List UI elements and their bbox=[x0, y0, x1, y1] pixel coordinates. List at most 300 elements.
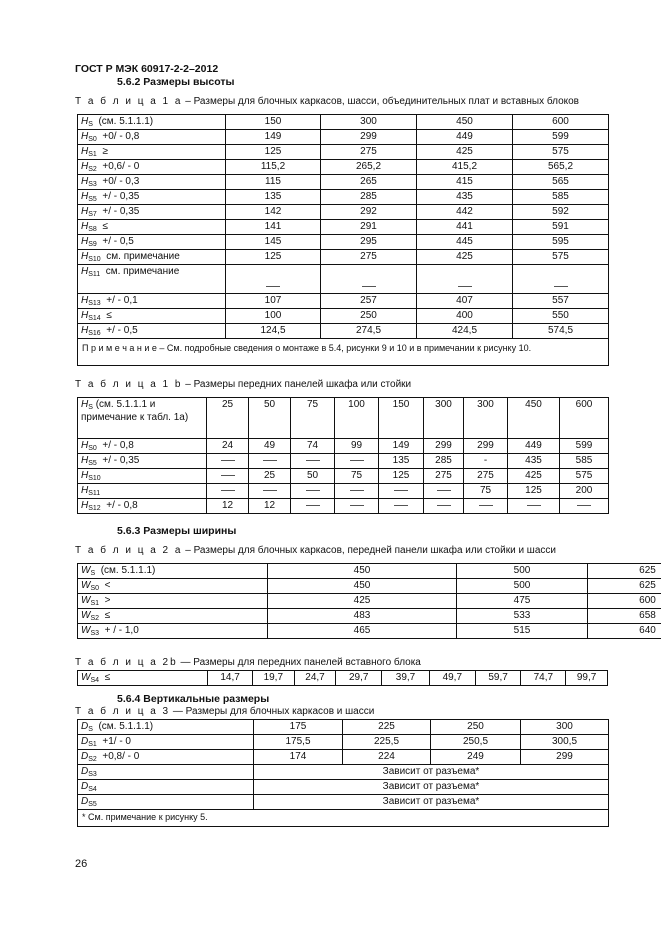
dash-mark bbox=[350, 460, 364, 461]
symbol-subscript: S2 bbox=[88, 756, 97, 763]
value-cell bbox=[379, 499, 424, 514]
table-row bbox=[78, 398, 609, 439]
value-cell: 75 bbox=[464, 484, 508, 499]
value-cell: 250 bbox=[321, 309, 417, 324]
table-row bbox=[78, 765, 609, 780]
column-header: 75 bbox=[291, 398, 335, 439]
value-cell: 275 bbox=[424, 469, 464, 484]
value-cell: 600 bbox=[588, 594, 661, 609]
value-cell: 200 bbox=[560, 484, 609, 499]
symbol: H bbox=[81, 206, 89, 217]
table-row bbox=[78, 780, 609, 795]
value-cell: 415 bbox=[417, 175, 513, 190]
symbol-subscript: S0 bbox=[88, 136, 97, 143]
row-label bbox=[78, 145, 226, 160]
table-row bbox=[78, 294, 609, 309]
table-row bbox=[78, 469, 609, 484]
value-cell bbox=[417, 265, 513, 294]
parameter-tolerance: ≤ bbox=[102, 221, 108, 232]
value-cell: 275 bbox=[321, 145, 417, 160]
parameter-tolerance: +1/ - 0 bbox=[102, 736, 131, 747]
value-cell: 24 bbox=[207, 439, 249, 454]
row-label bbox=[78, 484, 207, 499]
table-2a-title: – Размеры для блочных каркасов, передней панели шкафа или стойки и шасси bbox=[182, 545, 556, 556]
row-label bbox=[78, 469, 207, 484]
value-cell: 575 bbox=[513, 250, 609, 265]
value-cell: 591 bbox=[513, 220, 609, 235]
table-row bbox=[78, 564, 661, 579]
table-2a-caption bbox=[75, 545, 556, 556]
parameter-tolerance: +/ - 0,8 bbox=[106, 500, 138, 511]
parameter-tolerance: +/ - 0,8 bbox=[102, 440, 134, 451]
dash-mark bbox=[263, 460, 277, 461]
table-row bbox=[78, 190, 609, 205]
table-row bbox=[78, 624, 661, 639]
parameter-tolerance: + / - 1,0 bbox=[104, 625, 139, 636]
value-cell: 483 bbox=[268, 609, 457, 624]
value-cell: 425 bbox=[417, 250, 513, 265]
value-cell: 299 bbox=[464, 439, 508, 454]
value-cell: 135 bbox=[226, 190, 321, 205]
parameter-tolerance: +/ - 0,5 bbox=[102, 236, 134, 247]
table-row bbox=[78, 160, 609, 175]
row-label bbox=[78, 780, 254, 795]
value-cell bbox=[249, 484, 291, 499]
value-cell: 275 bbox=[464, 469, 508, 484]
row-label bbox=[78, 235, 226, 250]
value-cell bbox=[249, 454, 291, 469]
row-label bbox=[78, 765, 254, 780]
table-row bbox=[78, 720, 609, 735]
symbol: W bbox=[81, 610, 91, 621]
value-cell: 450 bbox=[417, 115, 513, 130]
parameter-tolerance: ≤ bbox=[104, 610, 111, 621]
table-1b bbox=[77, 397, 609, 514]
dash-mark bbox=[437, 490, 451, 491]
symbol: H bbox=[81, 116, 89, 127]
value-cell: 265 bbox=[321, 175, 417, 190]
value-cell: 150 bbox=[226, 115, 321, 130]
table-1b-caption bbox=[75, 379, 411, 390]
section-title-width: 5.6.3 Размеры ширины bbox=[117, 525, 237, 537]
row-label bbox=[78, 624, 268, 639]
value-cell bbox=[560, 499, 609, 514]
table-3-title: — Размеры для блочных каркасов и шасси bbox=[170, 706, 375, 717]
table-row bbox=[78, 175, 609, 190]
row-label bbox=[78, 130, 226, 145]
table-row bbox=[78, 205, 609, 220]
row-label bbox=[78, 294, 226, 309]
symbol: H bbox=[81, 161, 89, 172]
row-label bbox=[78, 190, 226, 205]
table-3-label: Т а б л и ц а 3 bbox=[75, 706, 171, 717]
symbol-subscript: S bbox=[88, 726, 93, 733]
value-cell bbox=[508, 499, 560, 514]
table-row bbox=[78, 609, 661, 624]
value-cell: 599 bbox=[560, 439, 609, 454]
symbol: H bbox=[81, 191, 89, 202]
symbol-subscript: S1 bbox=[88, 741, 97, 748]
table-1a-title: – Размеры для блочных каркасов, шасси, объединительных плат и вставных блоков bbox=[182, 96, 579, 107]
value-cell bbox=[207, 454, 249, 469]
symbol-subscript: S2 bbox=[88, 166, 97, 173]
value-cell bbox=[291, 484, 335, 499]
value-cell: 250 bbox=[431, 720, 521, 735]
value-cell: 595 bbox=[513, 235, 609, 250]
symbol: H bbox=[81, 221, 89, 232]
dash-mark bbox=[394, 490, 408, 491]
symbol-subscript: S3 bbox=[90, 630, 100, 637]
table-row bbox=[78, 265, 609, 294]
value-cell: 107 bbox=[226, 294, 321, 309]
value-cell: 435 bbox=[508, 454, 560, 469]
symbol: W bbox=[81, 580, 91, 591]
dash-mark bbox=[577, 505, 591, 506]
table-row bbox=[78, 130, 609, 145]
row-label bbox=[78, 609, 268, 624]
value-cell bbox=[464, 499, 508, 514]
symbol: H bbox=[81, 440, 89, 451]
value-cell: 225 bbox=[343, 720, 431, 735]
value-cell bbox=[321, 265, 417, 294]
row-label bbox=[78, 205, 226, 220]
symbol-subscript: S9 bbox=[88, 241, 97, 248]
table-2b-title: — Размеры для передних панелей вставного блока bbox=[177, 657, 421, 668]
value-cell: 592 bbox=[513, 205, 609, 220]
symbol: H bbox=[81, 295, 89, 306]
symbol: D bbox=[81, 781, 89, 792]
value-cell: 29,7 bbox=[336, 671, 382, 686]
value-cell: 135 bbox=[379, 454, 424, 469]
value-cell: 115 bbox=[226, 175, 321, 190]
value-cell: 291 bbox=[321, 220, 417, 235]
value-cell: 285 bbox=[321, 190, 417, 205]
table-2b-label: Т а б л и ц а 2b bbox=[75, 657, 178, 668]
dash-mark bbox=[306, 490, 320, 491]
row-label bbox=[78, 398, 207, 439]
parameter-tolerance: ≤ bbox=[104, 672, 111, 683]
dash-mark bbox=[266, 286, 280, 287]
parameter-tolerance: +0,6/ - 0 bbox=[102, 161, 140, 172]
value-cell: 24,7 bbox=[294, 671, 336, 686]
symbol-subscript: S0 bbox=[88, 445, 97, 452]
table-row bbox=[78, 454, 609, 469]
value-cell: 49,7 bbox=[429, 671, 475, 686]
dash-mark bbox=[263, 490, 277, 491]
value-cell: 74,7 bbox=[521, 671, 566, 686]
symbol-subscript: S1 bbox=[90, 600, 100, 607]
value-cell bbox=[335, 484, 379, 499]
value-cell: 25 bbox=[249, 469, 291, 484]
row-label bbox=[78, 175, 226, 190]
value-cell bbox=[226, 265, 321, 294]
table-2b-caption bbox=[75, 657, 421, 668]
value-cell: 149 bbox=[379, 439, 424, 454]
dash-mark bbox=[554, 286, 568, 287]
symbol: H bbox=[81, 131, 89, 142]
dash-mark bbox=[306, 505, 320, 506]
dash-mark bbox=[394, 505, 408, 506]
value-cell bbox=[291, 499, 335, 514]
dash-mark bbox=[350, 490, 364, 491]
dash-mark bbox=[221, 490, 235, 491]
value-cell bbox=[291, 454, 335, 469]
value-cell: 550 bbox=[513, 309, 609, 324]
value-cell: 115,2 bbox=[226, 160, 321, 175]
row-label bbox=[78, 579, 268, 594]
value-cell: 225,5 bbox=[343, 735, 431, 750]
table-1b-label: Т а б л и ц а 1 b bbox=[75, 379, 183, 390]
table-3-footnote: * См. примечание к рисунку 5. bbox=[78, 810, 609, 827]
table-1a bbox=[77, 114, 609, 366]
value-cell: 575 bbox=[560, 469, 609, 484]
column-header: 300 bbox=[464, 398, 508, 439]
symbol: H bbox=[81, 146, 89, 157]
value-cell: 39,7 bbox=[382, 671, 430, 686]
column-header: 600 bbox=[560, 398, 609, 439]
parameter-tolerance: +/ - 0,35 bbox=[102, 455, 140, 466]
symbol-subscript: S0 bbox=[90, 585, 100, 592]
value-cell: 425 bbox=[268, 594, 457, 609]
symbol-subscript: S11 bbox=[88, 490, 101, 497]
parameter-tolerance: (см. 5.1.1.1) bbox=[100, 565, 156, 576]
symbol: H bbox=[81, 470, 89, 481]
symbol: D bbox=[81, 751, 89, 762]
column-header: 300 bbox=[424, 398, 464, 439]
symbol-subscript: S12 bbox=[88, 505, 101, 512]
table-row bbox=[78, 220, 609, 235]
table-row bbox=[78, 250, 609, 265]
parameter-tolerance: (см. 5.1.1.1) bbox=[98, 116, 154, 127]
value-cell: 149 bbox=[226, 130, 321, 145]
value-cell: 74 bbox=[291, 439, 335, 454]
value-cell: 435 bbox=[417, 190, 513, 205]
table-row bbox=[78, 439, 609, 454]
table-row bbox=[78, 579, 661, 594]
value-cell: 424,5 bbox=[417, 324, 513, 339]
row-label bbox=[78, 160, 226, 175]
row-label bbox=[78, 324, 226, 339]
dash-mark bbox=[458, 286, 472, 287]
symbol: H bbox=[81, 176, 89, 187]
value-cell bbox=[207, 469, 249, 484]
value-cell bbox=[379, 484, 424, 499]
value-cell: 75 bbox=[335, 469, 379, 484]
dash-mark bbox=[221, 460, 235, 461]
symbol: H bbox=[81, 455, 89, 466]
value-cell: 415,2 bbox=[417, 160, 513, 175]
value-cell: 12 bbox=[207, 499, 249, 514]
symbol-subscript: S5 bbox=[88, 801, 97, 808]
note-row bbox=[78, 339, 609, 366]
symbol-subscript: S10 bbox=[88, 475, 101, 482]
value-cell: 400 bbox=[417, 309, 513, 324]
parameter-tolerance: ≥ bbox=[102, 146, 108, 157]
value-cell: 625 bbox=[588, 579, 661, 594]
symbol: H bbox=[81, 485, 89, 496]
table-2b bbox=[77, 670, 608, 686]
value-cell: 600 bbox=[513, 115, 609, 130]
value-cell: 300,5 bbox=[521, 735, 609, 750]
value-cell: 19,7 bbox=[252, 671, 294, 686]
page-number: 26 bbox=[75, 858, 88, 870]
table-row bbox=[78, 145, 609, 160]
value-cell: 250,5 bbox=[431, 735, 521, 750]
symbol: D bbox=[81, 796, 89, 807]
table-row bbox=[78, 499, 609, 514]
value-cell: 14,7 bbox=[208, 671, 253, 686]
row-label bbox=[78, 671, 208, 686]
value-cell: 99 bbox=[335, 439, 379, 454]
column-header: 450 bbox=[508, 398, 560, 439]
merged-value-cell: Зависит от разъема* bbox=[254, 780, 609, 795]
document-header: ГОСТ Р МЭК 60917-2-2–2012 bbox=[75, 63, 219, 75]
symbol: D bbox=[81, 721, 89, 732]
value-cell: 257 bbox=[321, 294, 417, 309]
value-cell: 575 bbox=[513, 145, 609, 160]
value-cell: 515 bbox=[457, 624, 588, 639]
value-cell: 450 bbox=[268, 564, 457, 579]
symbol-subscript: S16 bbox=[88, 330, 101, 337]
dash-mark bbox=[221, 475, 235, 476]
value-cell: 295 bbox=[321, 235, 417, 250]
table-row bbox=[78, 484, 609, 499]
row-label bbox=[78, 594, 268, 609]
table-row bbox=[78, 309, 609, 324]
table-1a-label: Т а б л и ц а 1 а bbox=[75, 96, 183, 107]
symbol: H bbox=[81, 310, 89, 321]
table-row bbox=[78, 115, 609, 130]
value-cell: 175,5 bbox=[254, 735, 343, 750]
table-row bbox=[78, 735, 609, 750]
value-cell: 292 bbox=[321, 205, 417, 220]
value-cell: 475 bbox=[457, 594, 588, 609]
merged-value-cell: Зависит от разъема* bbox=[254, 795, 609, 810]
section-title-vertical: 5.6.4 Вертикальные размеры bbox=[117, 693, 270, 705]
value-cell: 449 bbox=[508, 439, 560, 454]
value-cell: 300 bbox=[521, 720, 609, 735]
parameter-tolerance: +0/ - 0,3 bbox=[102, 176, 140, 187]
dash-mark bbox=[306, 460, 320, 461]
symbol-subscript: S bbox=[88, 121, 93, 128]
table-row bbox=[78, 235, 609, 250]
value-cell: 574,5 bbox=[513, 324, 609, 339]
value-cell: 640 bbox=[588, 624, 661, 639]
table-row bbox=[78, 324, 609, 339]
value-cell: 224 bbox=[343, 750, 431, 765]
table-1a-note: П р и м е ч а н и е – См. подробные сведения о монтаже в 5.4, рисунки 9 и 10 и в примечании к рисунку 10. bbox=[78, 339, 609, 366]
row-label bbox=[78, 750, 254, 765]
symbol: H bbox=[81, 500, 89, 511]
symbol-subscript: S14 bbox=[88, 315, 101, 322]
parameter-tolerance: > bbox=[104, 595, 111, 606]
parameter-tolerance: +/ - 0,5 bbox=[106, 325, 138, 336]
value-cell: 585 bbox=[560, 454, 609, 469]
symbol: H bbox=[81, 251, 89, 262]
value-cell: 141 bbox=[226, 220, 321, 235]
value-cell: 299 bbox=[521, 750, 609, 765]
parameter-tolerance: ≤ bbox=[106, 310, 112, 321]
value-cell: 275 bbox=[321, 250, 417, 265]
table-row bbox=[78, 594, 661, 609]
symbol-subscript: S4 bbox=[90, 677, 100, 684]
symbol-subscript: S2 bbox=[90, 615, 100, 622]
table-row bbox=[78, 795, 609, 810]
value-cell: 59,7 bbox=[475, 671, 521, 686]
parameter-tolerance: +/ - 0,35 bbox=[102, 191, 140, 202]
value-cell: 500 bbox=[457, 564, 588, 579]
value-cell: 407 bbox=[417, 294, 513, 309]
symbol-subscript: S bbox=[88, 404, 93, 411]
row-label bbox=[78, 454, 207, 469]
table-3 bbox=[77, 719, 609, 827]
symbol-subscript: S bbox=[90, 570, 96, 577]
row-label bbox=[78, 720, 254, 735]
value-cell: 100 bbox=[226, 309, 321, 324]
symbol-subscript: S8 bbox=[88, 226, 97, 233]
value-cell: 142 bbox=[226, 205, 321, 220]
symbol-subscript: S11 bbox=[88, 271, 101, 278]
parameter-tolerance: +/ - 0,1 bbox=[106, 295, 138, 306]
symbol-subscript: S13 bbox=[88, 300, 101, 307]
value-cell: 99,7 bbox=[566, 671, 608, 686]
symbol: H bbox=[81, 399, 89, 410]
value-cell bbox=[335, 454, 379, 469]
row-label bbox=[78, 564, 268, 579]
row-label bbox=[78, 309, 226, 324]
value-cell: 442 bbox=[417, 205, 513, 220]
value-cell: 425 bbox=[508, 469, 560, 484]
row-label bbox=[78, 220, 226, 235]
value-cell bbox=[513, 265, 609, 294]
value-cell: 299 bbox=[321, 130, 417, 145]
value-cell: 625 bbox=[588, 564, 661, 579]
value-cell: 500 bbox=[457, 579, 588, 594]
symbol-subscript: S10 bbox=[88, 256, 101, 263]
column-header: 100 bbox=[335, 398, 379, 439]
symbol-subscript: S3 bbox=[88, 771, 97, 778]
symbol: H bbox=[81, 266, 89, 277]
value-cell: 565 bbox=[513, 175, 609, 190]
column-header: 25 bbox=[207, 398, 249, 439]
row-label bbox=[78, 265, 226, 294]
value-cell: 465 bbox=[268, 624, 457, 639]
value-cell: 125 bbox=[226, 250, 321, 265]
symbol: D bbox=[81, 766, 89, 777]
table-1a-caption bbox=[75, 96, 579, 107]
value-cell: 265,2 bbox=[321, 160, 417, 175]
value-cell: 285 bbox=[424, 454, 464, 469]
symbol: H bbox=[81, 325, 89, 336]
value-cell: 49 bbox=[249, 439, 291, 454]
value-cell: 145 bbox=[226, 235, 321, 250]
value-cell: 174 bbox=[254, 750, 343, 765]
parameter-tolerance: +/ - 0,35 bbox=[102, 206, 140, 217]
parameter-tolerance: (см. 5.1.1.1) bbox=[98, 721, 154, 732]
row-label bbox=[78, 735, 254, 750]
value-cell: 658 bbox=[588, 609, 661, 624]
value-cell: - bbox=[464, 454, 508, 469]
value-cell: 124,5 bbox=[226, 324, 321, 339]
symbol: H bbox=[81, 236, 89, 247]
symbol: W bbox=[81, 625, 91, 636]
dash-mark bbox=[527, 505, 541, 506]
value-cell: 533 bbox=[457, 609, 588, 624]
table-row bbox=[78, 750, 609, 765]
value-cell: 125 bbox=[226, 145, 321, 160]
value-cell: 300 bbox=[321, 115, 417, 130]
merged-value-cell: Зависит от разъема* bbox=[254, 765, 609, 780]
